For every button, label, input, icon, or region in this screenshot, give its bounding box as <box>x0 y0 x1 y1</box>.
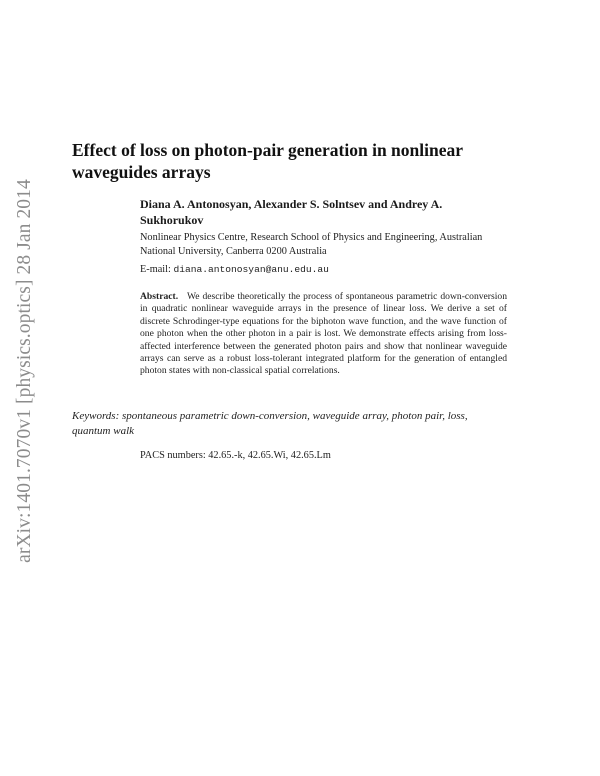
keywords: Keywords: spontaneous parametric down-conversion, waveguide array, photon pair, loss, quantum walk <box>72 410 468 437</box>
arxiv-id-stamp: arXiv:1401.7070v1 [physics.optics] 28 Jan 2014 <box>14 179 36 563</box>
author-list: Diana A. Antonosyan, Alexander S. Solntsev and Andrey A. Sukhorukov <box>140 197 443 227</box>
paper-title: Effect of loss on photon-pair generation in nonlinear waveguides arrays <box>72 140 463 182</box>
arxiv-sidebar-stamp <box>6 172 44 570</box>
abstract-text: We describe theoretically the process of spontaneous parametric down-conversion in quadratic nonlinear waveguide arrays in the presence of linear loss. We derive a set of discrete Schrodinger-type equations for the biphoton wave function, and the wave function of one photon when the other photon in a pair is lost. We demonstrate effects arising from loss-affected interference between the generated photon pairs and show that nonlinear waveguide arrays can serve as a robust loss-tolerant integrated platform for the generation of entangled photon states with non-classical spatial correlations. <box>140 291 507 377</box>
email-label: E-mail: <box>140 264 171 275</box>
email-line <box>140 263 460 277</box>
email-address[interactable]: diana.antonosyan@anu.edu.au <box>173 264 329 275</box>
abstract-label: Abstract. <box>140 291 179 302</box>
abstract <box>140 291 507 378</box>
affiliation: Nonlinear Physics Centre, Research School of Physics and Engineering, Australian National University, Canberra 0200 Australia <box>140 232 483 257</box>
pacs-numbers: PACS numbers: 42.65.-k, 42.65.Wi, 42.65.Lm <box>140 450 331 461</box>
